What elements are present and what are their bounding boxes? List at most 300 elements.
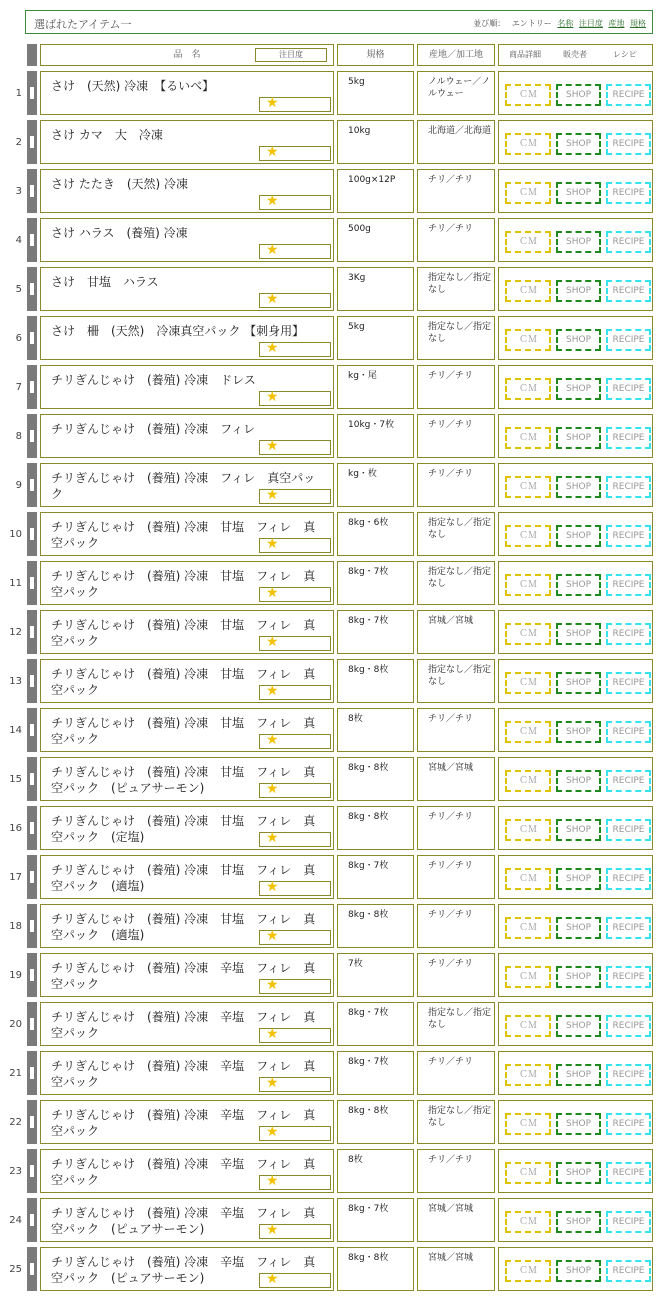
row-number: 23 — [9, 1166, 22, 1177]
item-origin: 指定なし／指定なし — [428, 273, 492, 295]
shop-button[interactable]: SHOP — [556, 329, 601, 351]
star-icon: ★ — [266, 536, 279, 552]
attention-meter[interactable] — [259, 342, 331, 357]
table-row — [0, 1099, 668, 1148]
header-detail-label: 商品詳細 — [509, 50, 541, 59]
recipe-button[interactable]: RECIPE — [606, 1113, 651, 1135]
item-name[interactable]: チリぎんじゃけ (養殖) 冷凍 甘塩 フィレ 真空パック (定塩) — [51, 814, 316, 844]
cm-button[interactable]: ＣＭ — [505, 133, 551, 155]
origin-cell — [417, 267, 495, 311]
star-icon: ★ — [266, 193, 279, 209]
item-spec: kg・枚 — [348, 469, 377, 479]
item-origin: チリ／チリ — [428, 812, 474, 822]
star-icon: ★ — [266, 1271, 279, 1287]
row-marker — [27, 1149, 37, 1193]
action-cell — [498, 904, 653, 948]
item-spec: 8枚 — [348, 714, 363, 724]
attention-meter[interactable] — [259, 146, 331, 161]
item-spec: 8kg・8枚 — [348, 812, 389, 822]
item-name[interactable]: チリぎんじゃけ (養殖) 冷凍 辛塩 フィレ 真空パック (ピュアサーモン) — [51, 1255, 316, 1285]
row-number: 22 — [9, 1117, 22, 1128]
attention-meter[interactable] — [259, 293, 331, 308]
attention-meter[interactable] — [259, 538, 331, 553]
shop-button[interactable]: SHOP — [556, 623, 601, 645]
sort-by-spec-link[interactable]: 規格 — [630, 19, 646, 28]
spec-cell — [337, 1198, 414, 1242]
item-origin: チリ／チリ — [428, 469, 474, 479]
item-name-cell — [40, 1002, 334, 1046]
row-marker — [27, 610, 37, 654]
attention-meter[interactable] — [259, 930, 331, 945]
row-marker — [27, 71, 37, 115]
cm-button[interactable]: ＣＭ — [505, 182, 551, 204]
item-origin: チリ／チリ — [428, 420, 474, 430]
item-spec: 8枚 — [348, 1155, 363, 1165]
cm-button[interactable]: ＣＭ — [505, 574, 551, 596]
action-cell — [498, 414, 653, 458]
origin-cell — [417, 757, 495, 801]
item-name-cell — [40, 365, 334, 409]
cm-button[interactable]: ＣＭ — [505, 868, 551, 890]
table-row — [0, 511, 668, 560]
table-row — [0, 119, 668, 168]
attention-meter[interactable] — [259, 832, 331, 847]
sort-by-attention-link[interactable]: 注目度 — [578, 19, 603, 28]
recipe-button[interactable]: RECIPE — [606, 819, 651, 841]
origin-cell — [417, 365, 495, 409]
item-origin: 指定なし／指定なし — [428, 1008, 492, 1030]
spec-cell — [337, 1100, 414, 1144]
cm-button[interactable]: ＣＭ — [505, 819, 551, 841]
row-number: 18 — [9, 921, 22, 932]
recipe-button[interactable]: RECIPE — [606, 966, 651, 988]
cm-button[interactable]: ＣＭ — [505, 329, 551, 351]
attention-meter[interactable] — [259, 587, 331, 602]
star-icon: ★ — [266, 1026, 279, 1042]
table-row — [0, 1246, 668, 1295]
attention-meter[interactable] — [259, 636, 331, 651]
table-row — [0, 462, 668, 511]
row-marker — [27, 806, 37, 850]
recipe-button[interactable]: RECIPE — [606, 133, 651, 155]
star-icon: ★ — [266, 1075, 279, 1091]
shop-button[interactable]: SHOP — [556, 574, 601, 596]
table-row — [0, 364, 668, 413]
selected-items-bar — [25, 10, 653, 34]
cm-button[interactable]: ＣＭ — [505, 427, 551, 449]
item-spec: 8kg・7枚 — [348, 1057, 389, 1067]
origin-cell — [417, 806, 495, 850]
recipe-button[interactable]: RECIPE — [606, 623, 651, 645]
cm-button[interactable]: ＣＭ — [505, 721, 551, 743]
item-origin: チリ／チリ — [428, 714, 474, 724]
row-marker — [27, 659, 37, 703]
cm-button[interactable]: ＣＭ — [505, 623, 551, 645]
spec-cell — [337, 365, 414, 409]
item-name-cell — [40, 267, 334, 311]
recipe-button[interactable]: RECIPE — [606, 1162, 651, 1184]
item-origin: 北海道／北海道 — [428, 126, 492, 136]
table-row — [0, 560, 668, 609]
item-name-cell — [40, 1198, 334, 1242]
item-name[interactable]: チリぎんじゃけ (養殖) 冷凍 辛塩 フィレ 真空パック — [51, 1157, 316, 1187]
row-marker — [27, 561, 37, 605]
item-name-cell — [40, 1100, 334, 1144]
spec-cell — [337, 218, 414, 262]
shop-button[interactable]: SHOP — [556, 819, 601, 841]
origin-cell — [417, 316, 495, 360]
item-name-cell — [40, 708, 334, 752]
action-cell — [498, 1002, 653, 1046]
star-icon: ★ — [266, 781, 279, 797]
item-origin: 指定なし／指定なし — [428, 567, 492, 589]
attention-meter[interactable] — [259, 244, 331, 259]
star-icon: ★ — [266, 95, 279, 111]
item-name[interactable]: さけ カマ 大 冷凍 — [51, 128, 163, 142]
recipe-button[interactable]: RECIPE — [606, 427, 651, 449]
cm-button[interactable]: ＣＭ — [505, 476, 551, 498]
spec-cell — [337, 1247, 414, 1291]
item-origin: 指定なし／指定なし — [428, 518, 492, 540]
item-name[interactable]: チリぎんじゃけ (養殖) 冷凍 辛塩 フィレ 真空パック (ピュアサーモン) — [51, 1206, 316, 1236]
shop-button[interactable]: SHOP — [556, 966, 601, 988]
item-origin: 宮城／宮城 — [428, 616, 474, 626]
item-spec: 8kg・7枚 — [348, 567, 389, 577]
attention-meter[interactable] — [259, 489, 331, 504]
action-cell — [498, 1149, 653, 1193]
star-icon: ★ — [266, 1124, 279, 1140]
row-marker — [27, 120, 37, 164]
spec-cell — [337, 659, 414, 703]
recipe-button[interactable]: RECIPE — [606, 280, 651, 302]
item-origin: 宮城／宮城 — [428, 763, 474, 773]
item-spec: 3Kg — [348, 273, 366, 283]
row-number: 6 — [15, 333, 22, 344]
origin-cell — [417, 1198, 495, 1242]
shop-button[interactable]: SHOP — [556, 378, 601, 400]
table-row — [0, 1148, 668, 1197]
action-cell — [498, 708, 653, 752]
cm-button[interactable]: ＣＭ — [505, 1064, 551, 1086]
item-spec: 7枚 — [348, 959, 363, 969]
attention-meter[interactable] — [259, 195, 331, 210]
recipe-button[interactable]: RECIPE — [606, 182, 651, 204]
origin-cell — [417, 120, 495, 164]
cm-button[interactable]: ＣＭ — [505, 1211, 551, 1233]
item-name[interactable]: チリぎんじゃけ (養殖) 冷凍 甘塩 フィレ 真空パック (ピュアサーモン) — [51, 765, 316, 795]
recipe-button[interactable]: RECIPE — [606, 231, 651, 253]
header-name-label: 品 名 — [173, 50, 201, 60]
recipe-button[interactable]: RECIPE — [606, 1064, 651, 1086]
recipe-button[interactable]: RECIPE — [606, 672, 651, 694]
shop-button[interactable]: SHOP — [556, 868, 601, 890]
item-name[interactable]: チリぎんじゃけ (養殖) 冷凍 甘塩 フィレ 真空パック — [51, 520, 316, 550]
item-name[interactable]: チリぎんじゃけ (養殖) 冷凍 辛塩 フィレ 真空パック — [51, 961, 316, 991]
recipe-button[interactable]: RECIPE — [606, 1260, 651, 1282]
row-number: 7 — [15, 382, 22, 393]
row-marker — [27, 365, 37, 409]
cm-button[interactable]: ＣＭ — [505, 1113, 551, 1135]
item-spec: 8kg・8枚 — [348, 763, 389, 773]
item-name[interactable]: さけ 甘塩 ハラス — [51, 275, 159, 289]
item-origin: 宮城／宮城 — [428, 1253, 474, 1263]
item-origin: チリ／チリ — [428, 861, 474, 871]
shop-button[interactable]: SHOP — [556, 917, 601, 939]
row-number: 14 — [9, 725, 22, 736]
item-name[interactable]: チリぎんじゃけ (養殖) 冷凍 辛塩 フィレ 真空パック — [51, 1059, 316, 1089]
star-icon: ★ — [266, 144, 279, 160]
origin-cell — [417, 218, 495, 262]
shop-button[interactable]: SHOP — [556, 1015, 601, 1037]
cm-button[interactable]: ＣＭ — [505, 917, 551, 939]
spec-cell — [337, 316, 414, 360]
item-name-cell — [40, 757, 334, 801]
row-marker — [27, 757, 37, 801]
header-attention-label: 注目度 — [255, 48, 327, 62]
item-origin: チリ／チリ — [428, 1155, 474, 1165]
item-origin: 宮城／宮城 — [428, 1204, 474, 1214]
item-name[interactable]: チリぎんじゃけ (養殖) 冷凍 甘塩 フィレ 真空パック — [51, 667, 316, 697]
item-name[interactable]: さけ 柵 (天然) 冷凍真空パック 【刺身用】 — [51, 324, 305, 338]
attention-meter[interactable] — [259, 734, 331, 749]
shop-button[interactable]: SHOP — [556, 1211, 601, 1233]
table-row — [0, 1001, 668, 1050]
item-name[interactable]: チリぎんじゃけ (養殖) 冷凍 甘塩 フィレ 真空パック — [51, 618, 316, 648]
row-number: 5 — [15, 284, 22, 295]
cm-button[interactable]: ＣＭ — [505, 231, 551, 253]
item-name[interactable]: チリぎんじゃけ (養殖) 冷凍 辛塩 フィレ 真空パック — [51, 1108, 316, 1138]
header-seller-label: 販売者 — [563, 50, 587, 59]
spec-cell — [337, 757, 414, 801]
row-number: 10 — [9, 529, 22, 540]
recipe-button[interactable]: RECIPE — [606, 84, 651, 106]
shop-button[interactable]: SHOP — [556, 1064, 601, 1086]
shop-button[interactable]: SHOP — [556, 1260, 601, 1282]
recipe-button[interactable]: RECIPE — [606, 1211, 651, 1233]
shop-button[interactable]: SHOP — [556, 84, 601, 106]
row-marker — [27, 218, 37, 262]
spec-cell — [337, 463, 414, 507]
table-row — [0, 658, 668, 707]
attention-meter[interactable] — [259, 1175, 331, 1190]
row-number: 1 — [15, 88, 22, 99]
action-cell — [498, 855, 653, 899]
action-cell — [498, 365, 653, 409]
item-name[interactable]: チリぎんじゃけ (養殖) 冷凍 甘塩 フィレ 真空パック — [51, 569, 316, 599]
header-origin: 産地／加工地 — [417, 44, 495, 66]
cm-button[interactable]: ＣＭ — [505, 280, 551, 302]
row-marker — [27, 169, 37, 213]
row-number: 17 — [9, 872, 22, 883]
table-row — [0, 266, 668, 315]
shop-button[interactable]: SHOP — [556, 133, 601, 155]
row-marker — [27, 1198, 37, 1242]
row-number: 2 — [15, 137, 22, 148]
item-name[interactable]: さけ たたき (天然) 冷凍 — [51, 177, 188, 191]
item-name[interactable]: チリぎんじゃけ (養殖) 冷凍 甘塩 フィレ 真空パック — [51, 716, 316, 746]
sort-by-origin-link[interactable]: 産地 — [608, 19, 625, 28]
shop-button[interactable]: SHOP — [556, 1162, 601, 1184]
attention-meter[interactable] — [259, 440, 331, 455]
row-marker — [27, 1100, 37, 1144]
spec-cell — [337, 806, 414, 850]
recipe-button[interactable]: RECIPE — [606, 378, 651, 400]
shop-button[interactable]: SHOP — [556, 525, 601, 547]
attention-meter[interactable] — [259, 979, 331, 994]
row-marker — [27, 316, 37, 360]
item-origin: チリ／チリ — [428, 371, 474, 381]
cm-button[interactable]: ＣＭ — [505, 1015, 551, 1037]
spec-cell — [337, 904, 414, 948]
attention-meter[interactable] — [259, 1273, 331, 1288]
origin-cell — [417, 659, 495, 703]
cm-button[interactable]: ＣＭ — [505, 1162, 551, 1184]
shop-button[interactable]: SHOP — [556, 721, 601, 743]
table-row — [0, 1197, 668, 1246]
origin-cell — [417, 708, 495, 752]
attention-meter[interactable] — [259, 1224, 331, 1239]
recipe-button[interactable]: RECIPE — [606, 770, 651, 792]
row-number: 21 — [9, 1068, 22, 1079]
item-name[interactable]: さけ ハラス (養殖) 冷凍 — [51, 226, 188, 240]
attention-meter[interactable] — [259, 1126, 331, 1141]
row-number: 16 — [9, 823, 22, 834]
item-spec: 5kg — [348, 322, 365, 332]
item-spec: 8kg・8枚 — [348, 910, 389, 920]
recipe-button[interactable]: RECIPE — [606, 721, 651, 743]
sort-by-name-link[interactable]: 名称 — [557, 19, 574, 28]
spec-cell — [337, 855, 414, 899]
item-spec: 500g — [348, 224, 371, 234]
item-name[interactable]: チリぎんじゃけ (養殖) 冷凍 ドレス — [51, 373, 256, 387]
item-name[interactable]: チリぎんじゃけ (養殖) 冷凍 辛塩 フィレ 真空パック — [51, 1010, 316, 1040]
star-icon: ★ — [266, 487, 279, 503]
item-origin: 指定なし／指定なし — [428, 322, 492, 344]
recipe-button[interactable]: RECIPE — [606, 917, 651, 939]
item-name[interactable]: さけ (天然) 冷凍 【るいべ】 — [51, 79, 215, 93]
cm-button[interactable]: ＣＭ — [505, 1260, 551, 1282]
row-marker — [27, 1002, 37, 1046]
item-name-cell — [40, 218, 334, 262]
row-number: 11 — [9, 578, 22, 589]
origin-cell — [417, 169, 495, 213]
attention-meter[interactable] — [259, 1028, 331, 1043]
cm-button[interactable]: ＣＭ — [505, 84, 551, 106]
attention-meter[interactable] — [259, 1077, 331, 1092]
attention-meter[interactable] — [259, 97, 331, 112]
row-number: 4 — [15, 235, 22, 246]
item-name[interactable]: チリぎんじゃけ (養殖) 冷凍 甘塩 フィレ 真空パック (適塩) — [51, 912, 316, 942]
item-name-cell — [40, 1051, 334, 1095]
item-spec: 8kg・6枚 — [348, 518, 389, 528]
star-icon: ★ — [266, 1173, 279, 1189]
table-row — [0, 903, 668, 952]
shop-button[interactable]: SHOP — [556, 770, 601, 792]
recipe-button[interactable]: RECIPE — [606, 574, 651, 596]
spec-cell — [337, 414, 414, 458]
cm-button[interactable]: ＣＭ — [505, 378, 551, 400]
origin-cell — [417, 1002, 495, 1046]
origin-cell — [417, 1051, 495, 1095]
row-marker — [27, 512, 37, 556]
recipe-button[interactable]: RECIPE — [606, 525, 651, 547]
shop-button[interactable]: SHOP — [556, 427, 601, 449]
star-icon: ★ — [266, 438, 279, 454]
attention-meter[interactable] — [259, 391, 331, 406]
recipe-button[interactable]: RECIPE — [606, 1015, 651, 1037]
table-row — [0, 609, 668, 658]
recipe-button[interactable]: RECIPE — [606, 868, 651, 890]
origin-cell — [417, 463, 495, 507]
action-cell — [498, 71, 653, 115]
star-icon: ★ — [266, 928, 279, 944]
cm-button[interactable]: ＣＭ — [505, 966, 551, 988]
header-spec: 規格 — [337, 44, 414, 66]
recipe-button[interactable]: RECIPE — [606, 476, 651, 498]
cm-button[interactable]: ＣＭ — [505, 525, 551, 547]
item-spec: 10kg・7枚 — [348, 420, 395, 430]
item-name[interactable]: チリぎんじゃけ (養殖) 冷凍 フィレ — [51, 422, 256, 436]
item-name[interactable]: チリぎんじゃけ (養殖) 冷凍 フィレ 真空パック — [51, 471, 316, 501]
item-name[interactable]: チリぎんじゃけ (養殖) 冷凍 甘塩 フィレ 真空パック (適塩) — [51, 863, 316, 893]
shop-button[interactable]: SHOP — [556, 280, 601, 302]
item-name-cell — [40, 806, 334, 850]
header-marker — [27, 44, 37, 66]
row-number: 24 — [9, 1215, 22, 1226]
item-spec: 8kg・7枚 — [348, 1008, 389, 1018]
item-origin: 指定なし／指定なし — [428, 1106, 492, 1128]
cm-button[interactable]: ＣＭ — [505, 770, 551, 792]
origin-cell — [417, 1247, 495, 1291]
header-actions — [498, 44, 653, 66]
origin-cell — [417, 512, 495, 556]
table-row — [0, 168, 668, 217]
shop-button[interactable]: SHOP — [556, 476, 601, 498]
row-number: 19 — [9, 970, 22, 981]
table-row — [0, 756, 668, 805]
origin-cell — [417, 71, 495, 115]
row-marker — [27, 1247, 37, 1291]
item-name-cell — [40, 610, 334, 654]
shop-button[interactable]: SHOP — [556, 231, 601, 253]
item-spec: 10kg — [348, 126, 371, 136]
shop-button[interactable]: SHOP — [556, 1113, 601, 1135]
shop-button[interactable]: SHOP — [556, 672, 601, 694]
item-origin: チリ／チリ — [428, 224, 474, 234]
item-spec: 8kg・8枚 — [348, 1106, 389, 1116]
origin-cell — [417, 953, 495, 997]
recipe-button[interactable]: RECIPE — [606, 329, 651, 351]
star-icon: ★ — [266, 242, 279, 258]
star-icon: ★ — [266, 732, 279, 748]
item-name-cell — [40, 71, 334, 115]
star-icon: ★ — [266, 977, 279, 993]
attention-meter[interactable] — [259, 685, 331, 700]
table-row — [0, 1050, 668, 1099]
row-number: 12 — [9, 627, 22, 638]
table-row — [0, 805, 668, 854]
row-number: 20 — [9, 1019, 22, 1030]
table-row — [0, 217, 668, 266]
attention-meter[interactable] — [259, 783, 331, 798]
row-number: 25 — [9, 1264, 22, 1275]
shop-button[interactable]: SHOP — [556, 182, 601, 204]
action-cell — [498, 512, 653, 556]
cm-button[interactable]: ＣＭ — [505, 672, 551, 694]
selected-items-title: 選ばれたアイテム一 — [34, 18, 132, 31]
table-row — [0, 315, 668, 364]
attention-meter[interactable] — [259, 881, 331, 896]
